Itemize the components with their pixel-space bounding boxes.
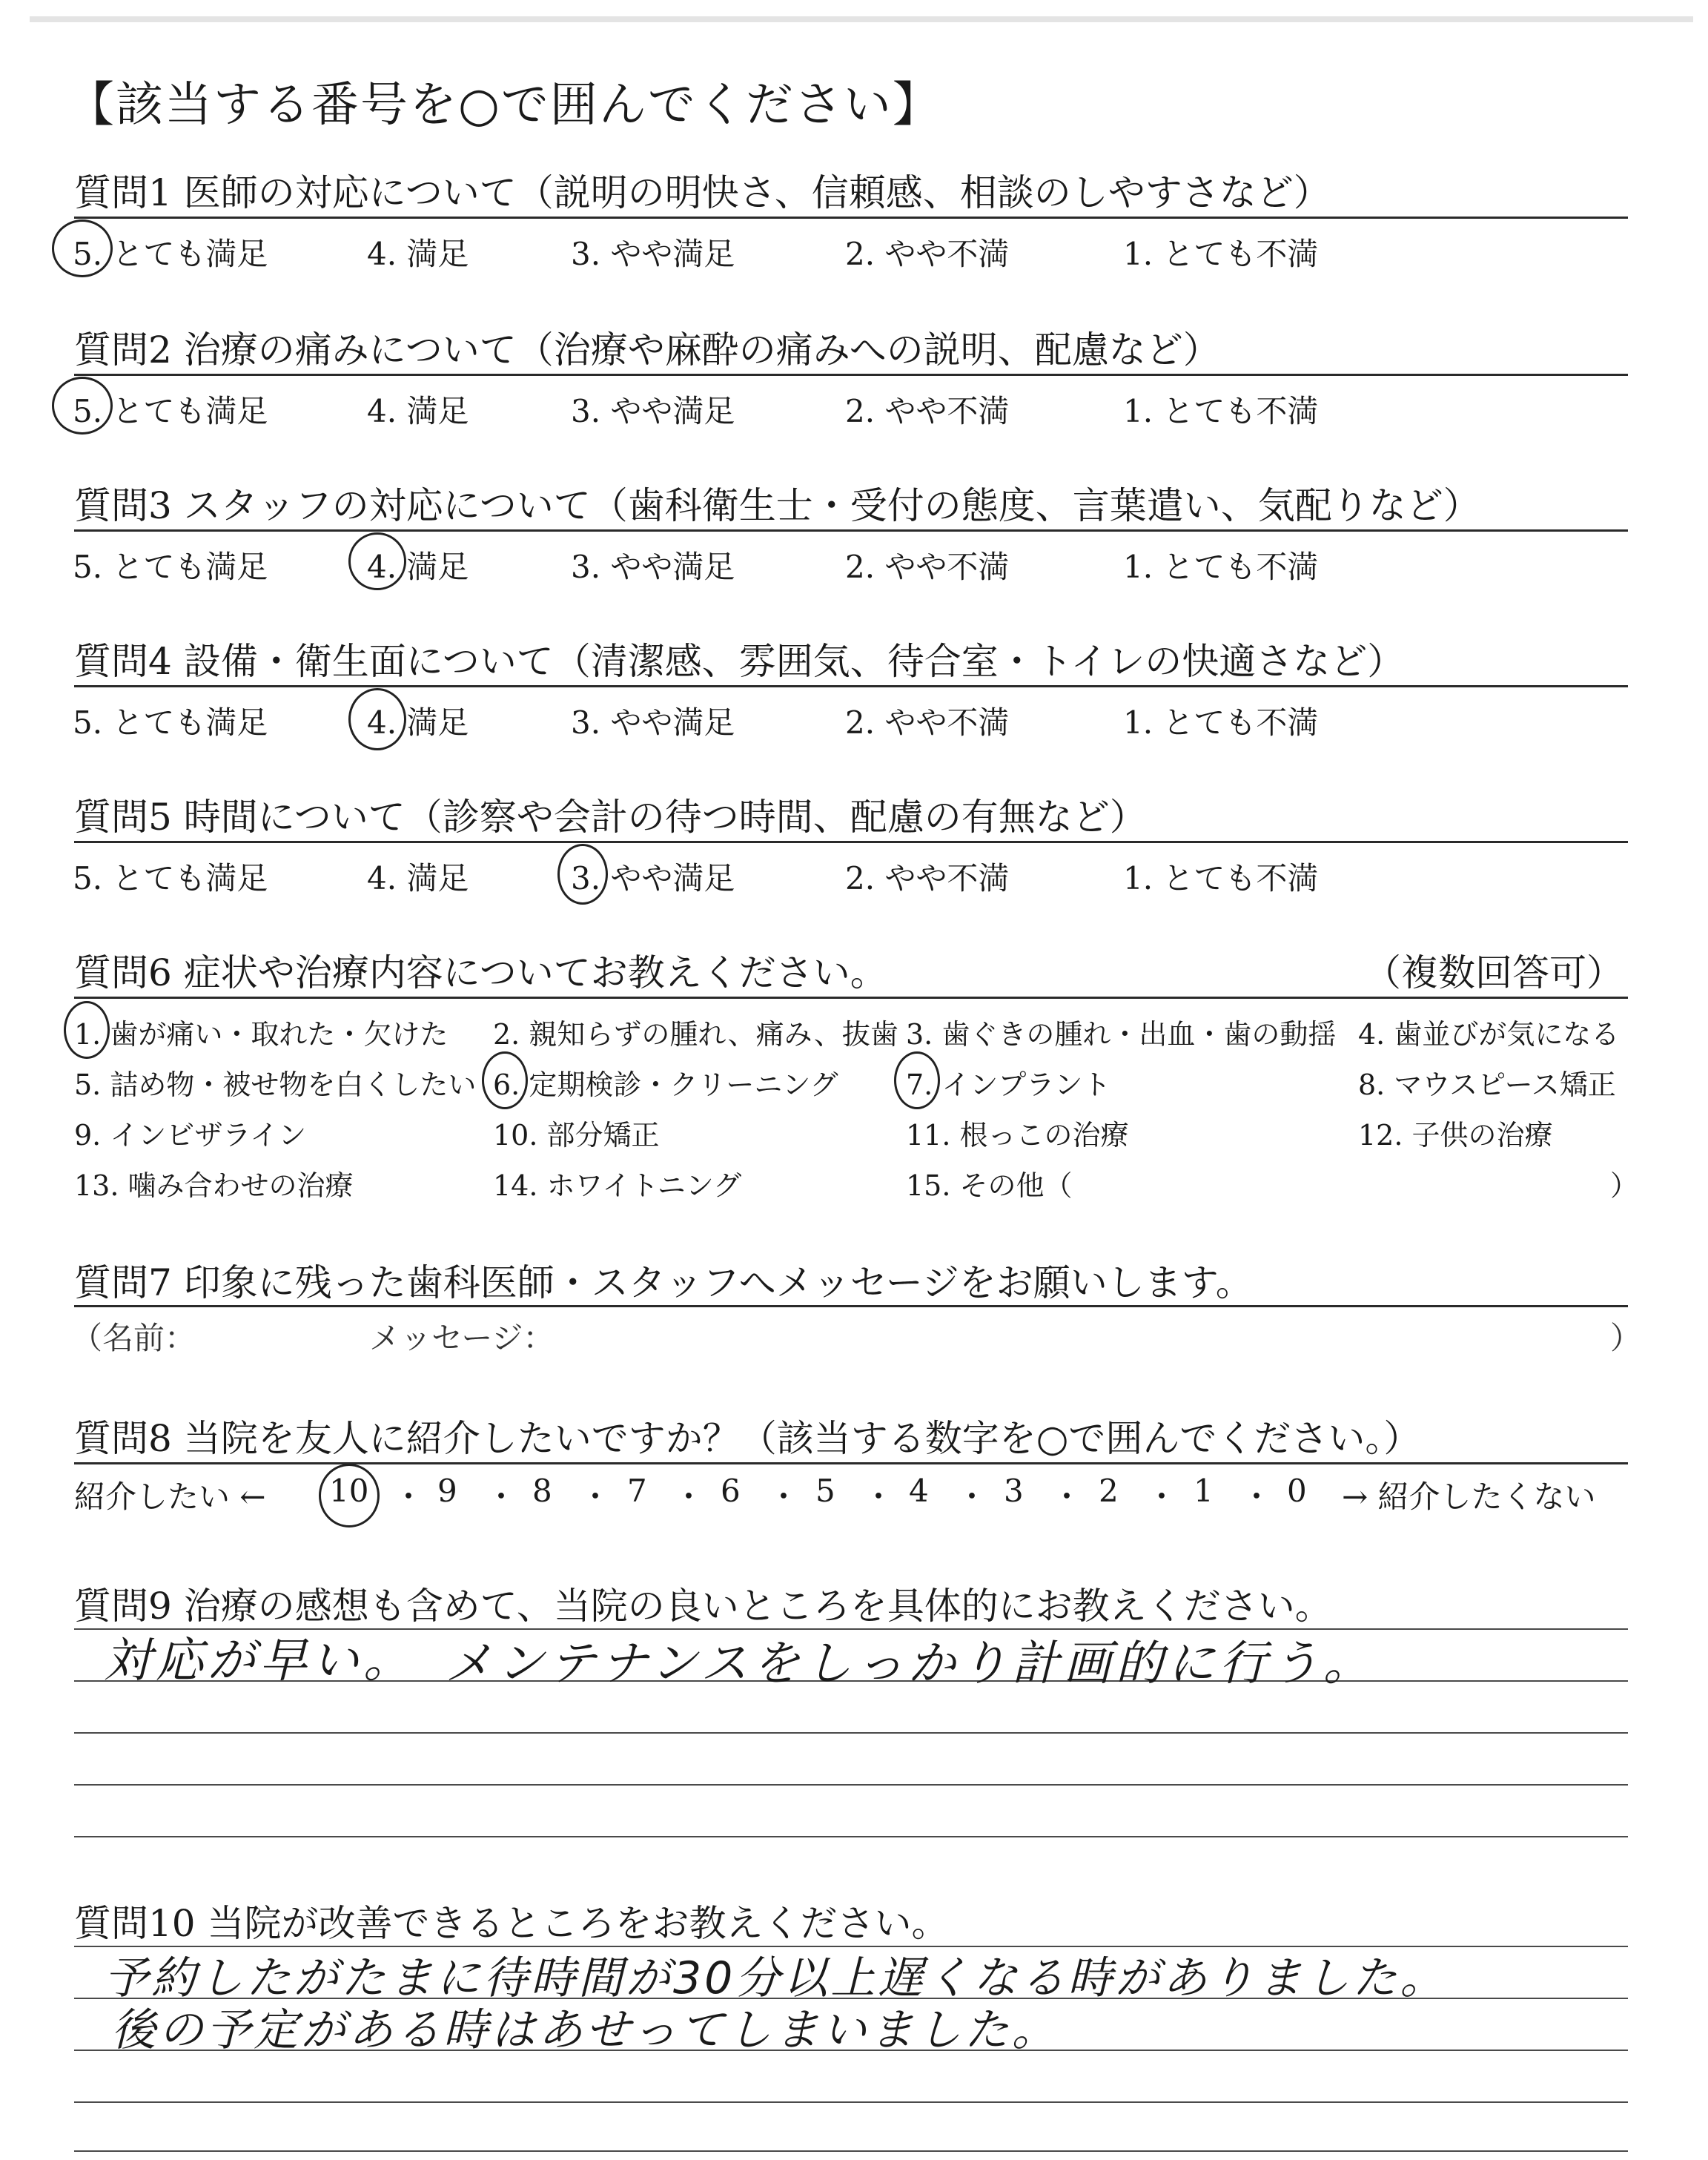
q2-option-2[interactable]: 2. やや不満	[845, 393, 1010, 429]
q4-title: 質問4 設備・衛生面について（清潔感、雰囲気、待合室・トイレの快適さなど）	[74, 640, 1405, 683]
q9-write-line	[74, 1732, 1628, 1734]
q6-selection-circle-1	[64, 1001, 110, 1059]
q8-scale-1[interactable]: 1	[1194, 1473, 1214, 1509]
q5-selection-circle	[557, 844, 608, 905]
q1-option-1[interactable]: 1. とても不満	[1123, 236, 1319, 272]
q8-scale-0[interactable]: 0	[1287, 1473, 1307, 1509]
q10-write-line	[74, 2150, 1628, 2152]
q5-option-5[interactable]: 5. とても満足	[73, 860, 268, 896]
q8-scale-10[interactable]: 10	[329, 1473, 369, 1509]
q3-option-5[interactable]: 5. とても満足	[73, 549, 268, 585]
q8-scale-dot: ・	[393, 1479, 425, 1515]
q5-option-2[interactable]: 2. やや不満	[845, 860, 1010, 896]
q3-option-3[interactable]: 3. やや満足	[571, 549, 735, 585]
q7-message-label: メッセージ：	[369, 1320, 555, 1356]
q2-option-5[interactable]: 5. とても満足	[73, 393, 268, 429]
q8-right-label: → 紹介したくない	[1342, 1479, 1596, 1515]
q8-scale-9[interactable]: 9	[437, 1473, 457, 1509]
q4-option-4[interactable]: 4. 満足	[367, 704, 469, 741]
q10-answer-2: 後の予定がある時はあせってしまいました。	[111, 2004, 1059, 2056]
q7-close: ）	[1610, 1320, 1642, 1356]
q7-title: 質問7 印象に残った歯科医師・スタッフへメッセージをお願いします。	[74, 1261, 1253, 1304]
q9-title: 質問9 治療の感想も含めて、当院の良いところを具体的にお教えください。	[74, 1585, 1332, 1628]
q1-rule	[74, 217, 1628, 219]
q2-selection-circle	[52, 377, 113, 435]
q6-option-9[interactable]: 9. インビザライン	[74, 1119, 307, 1152]
q4-option-1[interactable]: 1. とても不満	[1123, 704, 1319, 741]
q4-option-5[interactable]: 5. とても満足	[73, 704, 268, 741]
q8-scale-dot: ・	[956, 1479, 988, 1515]
q6-option-1[interactable]: 1. 歯が痛い・取れた・欠けた	[74, 1018, 448, 1051]
q5-rule	[74, 841, 1628, 843]
q1-option-2[interactable]: 2. やや不満	[845, 236, 1010, 272]
q3-selection-circle	[348, 532, 406, 590]
q8-scale-dot: ・	[1146, 1479, 1178, 1515]
q6-option-2[interactable]: 2. 親知らずの腫れ、痛み、抜歯	[493, 1018, 898, 1051]
q6-option-13[interactable]: 13. 噛み合わせの治療	[74, 1169, 354, 1202]
q8-scale-dot: ・	[486, 1479, 517, 1515]
q4-option-3[interactable]: 3. やや満足	[571, 704, 735, 741]
q8-scale-dot: ・	[673, 1479, 705, 1515]
q3-option-4[interactable]: 4. 満足	[367, 549, 469, 585]
q8-scale-dot: ・	[1051, 1479, 1083, 1515]
q1-option-5[interactable]: 5. とても満足	[73, 236, 268, 272]
q6-option-5[interactable]: 5. 詰め物・被せ物を白くしたい	[74, 1069, 477, 1101]
q9-write-line	[74, 1784, 1628, 1786]
q6-option-8[interactable]: 8. マウスピース矯正	[1358, 1069, 1616, 1101]
q6-note: （複数回答可）	[1364, 951, 1623, 994]
q6-option-10[interactable]: 10. 部分矯正	[493, 1119, 660, 1152]
q1-option-4[interactable]: 4. 満足	[367, 236, 469, 272]
q10-answer-1: 予約したがたまに待時間が30分以上遅くなる時がありました。	[104, 1952, 1448, 2004]
q1-option-3[interactable]: 3. やや満足	[571, 236, 735, 272]
q8-scale-dot: ・	[863, 1479, 895, 1515]
q6-selection-circle-6	[482, 1051, 528, 1109]
q5-option-3[interactable]: 3. やや満足	[571, 860, 735, 896]
form-header: 【該当する番号を○で囲んでください】	[67, 78, 941, 133]
q10-title: 質問10 当院が改善できるところをお教えください。	[74, 1902, 949, 1945]
q6-option-15-close: ）	[1610, 1169, 1639, 1202]
q4-selection-circle	[348, 688, 406, 750]
q6-option-3[interactable]: 3. 歯ぐきの腫れ・出血・歯の動揺	[906, 1018, 1337, 1051]
q8-scale-8[interactable]: 8	[532, 1473, 552, 1509]
q4-rule	[74, 685, 1628, 687]
q8-scale-dot: ・	[768, 1479, 800, 1515]
q3-title: 質問3 スタッフの対応について（歯科衛生士・受付の態度、言葉遣い、気配りなど）	[74, 484, 1480, 527]
q6-option-11[interactable]: 11. 根っこの治療	[906, 1119, 1129, 1152]
q9-answer-2: メンテナンスをしっかり計画的に行う。	[445, 1636, 1375, 1691]
q3-option-1[interactable]: 1. とても不満	[1123, 549, 1319, 585]
q6-option-4[interactable]: 4. 歯並びが気になる	[1358, 1018, 1620, 1051]
q6-option-15[interactable]: 15. その他（	[906, 1169, 1073, 1202]
q8-scale-7[interactable]: 7	[627, 1473, 647, 1509]
q10-write-line	[74, 2101, 1628, 2103]
q9-write-line	[74, 1836, 1628, 1837]
q5-option-4[interactable]: 4. 満足	[367, 860, 469, 896]
q3-rule	[74, 529, 1628, 532]
q8-scale-2[interactable]: 2	[1099, 1473, 1119, 1509]
q6-selection-circle-7	[894, 1051, 940, 1109]
q8-scale-5[interactable]: 5	[815, 1473, 835, 1509]
q8-scale-3[interactable]: 3	[1004, 1473, 1024, 1509]
q2-option-1[interactable]: 1. とても不満	[1123, 393, 1319, 429]
q6-option-12[interactable]: 12. 子供の治療	[1358, 1119, 1553, 1152]
q8-rule	[74, 1462, 1628, 1464]
q8-scale-dot: ・	[580, 1479, 612, 1515]
q8-scale-6[interactable]: 6	[721, 1473, 741, 1509]
q8-title: 質問8 当院を友人に紹介したいですか？（該当する数字を○で囲んでください。）	[74, 1417, 1421, 1460]
q2-rule	[74, 374, 1628, 376]
q9-answer-1: 対応が早い。	[104, 1634, 415, 1688]
scan-top-edge	[30, 16, 1693, 22]
q8-selection-circle	[319, 1464, 380, 1527]
q8-left-label: 紹介したい ←	[74, 1479, 266, 1515]
q8-scale-4[interactable]: 4	[909, 1473, 929, 1509]
q5-option-1[interactable]: 1. とても不満	[1123, 860, 1319, 896]
q2-title: 質問2 治療の痛みについて（治療や麻酔の痛みへの説明、配慮など）	[74, 328, 1220, 371]
q8-scale-dot: ・	[1241, 1479, 1273, 1515]
q6-option-7[interactable]: 7. インプラント	[906, 1069, 1111, 1101]
q2-option-3[interactable]: 3. やや満足	[571, 393, 735, 429]
q6-option-14[interactable]: 14. ホワイトニング	[493, 1169, 742, 1202]
q6-title: 質問6 症状や治療内容についてお教えください。	[74, 951, 887, 994]
q6-option-6[interactable]: 6. 定期検診・クリーニング	[493, 1069, 838, 1101]
q1-selection-circle	[52, 219, 113, 277]
q7-name-label: （名前：	[71, 1320, 196, 1356]
q2-option-4[interactable]: 4. 満足	[367, 393, 469, 429]
q3-option-2[interactable]: 2. やや不満	[845, 549, 1010, 585]
q6-rule	[74, 997, 1628, 999]
q1-title: 質問1 医師の対応について（説明の明快さ、信頼感、相談のしやすさなど）	[74, 171, 1331, 214]
q4-option-2[interactable]: 2. やや不満	[845, 704, 1010, 741]
q7-rule	[74, 1305, 1628, 1307]
q5-title: 質問5 時間について（診察や会計の待つ時間、配慮の有無など）	[74, 796, 1147, 839]
